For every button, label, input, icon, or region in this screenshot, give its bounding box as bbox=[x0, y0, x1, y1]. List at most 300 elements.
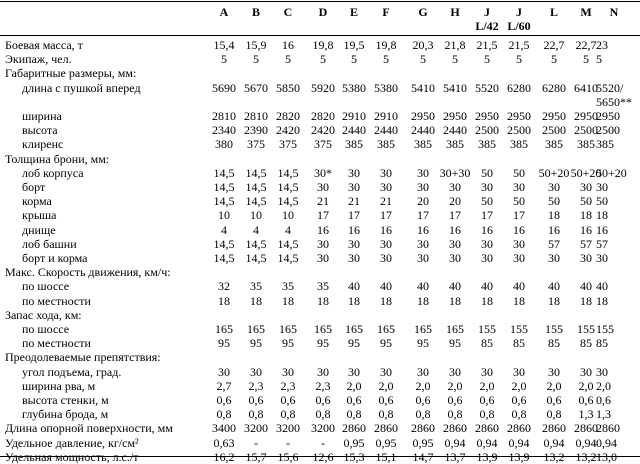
table-cell: 95 bbox=[417, 336, 429, 351]
table-cell: 18 bbox=[449, 293, 461, 308]
table-cell: 18 bbox=[417, 293, 429, 308]
table-cell: 85 bbox=[548, 336, 560, 351]
column-header: B bbox=[251, 5, 261, 19]
table-cell: 85 bbox=[481, 336, 493, 351]
row-label: Запас хода, км: bbox=[5, 307, 82, 322]
table-cell: 2950 bbox=[574, 109, 598, 123]
table-cell: 0,8 bbox=[216, 407, 232, 422]
table-cell: 15,4 bbox=[213, 38, 235, 52]
table-cell: 2420 bbox=[311, 123, 335, 138]
table-cell: 375 bbox=[279, 137, 297, 152]
table-cell: 30 bbox=[380, 251, 392, 265]
row-label: по местности bbox=[22, 293, 91, 308]
table-cell: 165 bbox=[215, 322, 233, 336]
table-cell: 18 bbox=[513, 293, 525, 308]
table-cell: 20,3 bbox=[412, 38, 434, 52]
table-cell: 2950 bbox=[443, 109, 467, 123]
table-cell: 0,6 bbox=[578, 393, 594, 407]
table-cell: 50 bbox=[481, 165, 493, 180]
table-cell: 165 bbox=[446, 322, 464, 336]
table-cell: 5 bbox=[516, 52, 522, 67]
table-cell: 2,3 bbox=[280, 378, 296, 393]
row-label: Габаритные размеры, мм: bbox=[5, 66, 137, 81]
table-cell: 30 bbox=[417, 236, 429, 251]
row-label: клиренс bbox=[22, 137, 64, 152]
table-cell: 0,8 bbox=[248, 407, 264, 422]
row-label: Макс. Скорость движения, км/ч: bbox=[5, 265, 171, 280]
table-cell: 0,6 bbox=[378, 393, 394, 407]
table-cell: 18 bbox=[250, 293, 262, 308]
table-cell: 0,6 bbox=[280, 393, 296, 407]
table-cell: 5 bbox=[452, 52, 458, 67]
table-cell: 16 bbox=[548, 222, 560, 237]
table-cell: 2500 bbox=[507, 123, 531, 138]
row-label: лоб башни bbox=[22, 236, 77, 251]
table-cell: 30 bbox=[580, 364, 592, 379]
row-label: высота стенки, м bbox=[22, 393, 109, 407]
table-cell: 0,95 bbox=[412, 435, 434, 450]
table-cell: 165 bbox=[247, 322, 265, 336]
table-cell: 14,5 bbox=[213, 180, 235, 194]
table-cell: 85 bbox=[596, 336, 608, 351]
table-cell: 30 bbox=[449, 236, 461, 251]
row-label: крыша bbox=[22, 208, 57, 223]
table-cell: 1,3 bbox=[578, 407, 594, 422]
table-cell: 15,1 bbox=[375, 449, 397, 464]
table-cell: 95 bbox=[250, 336, 262, 351]
table-cell: 95 bbox=[348, 336, 360, 351]
table-cell: 30 bbox=[348, 251, 360, 265]
table-cell: 14,5 bbox=[277, 236, 299, 251]
table-cell: 17 bbox=[348, 208, 360, 223]
table-cell: 16 bbox=[348, 222, 360, 237]
table-cell: 3200 bbox=[244, 421, 268, 436]
column-header: J bbox=[484, 5, 490, 19]
table-cell: 30 bbox=[449, 364, 461, 379]
table-cell: 5520/ bbox=[596, 80, 624, 95]
table-cell: 19,5 bbox=[343, 38, 365, 52]
table-cell: 19,8 bbox=[312, 38, 334, 52]
table-cell: 2,0 bbox=[415, 378, 431, 393]
table-cell: 40 bbox=[513, 279, 525, 294]
table-cell: 30 bbox=[596, 180, 608, 194]
table-cell: 16,2 bbox=[213, 449, 235, 464]
table-cell: 16 bbox=[317, 222, 329, 237]
table-cell: 17 bbox=[449, 208, 461, 223]
table-cell: 30 bbox=[380, 165, 392, 180]
table-cell: 17 bbox=[380, 208, 392, 223]
table-cell: 5380 bbox=[374, 80, 398, 95]
table-cell: 2860 bbox=[411, 421, 435, 436]
table-cell: 14,5 bbox=[277, 180, 299, 194]
table-cell: 5 bbox=[285, 52, 291, 67]
table-cell: 15,7 bbox=[245, 449, 267, 464]
table-cell: 4 bbox=[221, 222, 227, 237]
table-cell: 21,8 bbox=[444, 38, 466, 52]
table-cell: 18 bbox=[380, 293, 392, 308]
table-cell: 30 bbox=[417, 180, 429, 194]
table-cell: 0,94 bbox=[476, 435, 498, 450]
table-cell: 375 bbox=[314, 137, 332, 152]
table-cell: 0,8 bbox=[447, 407, 463, 422]
table-cell: 15,6 bbox=[277, 449, 299, 464]
table-cell: 30 bbox=[380, 236, 392, 251]
table-cell: 0,8 bbox=[546, 407, 562, 422]
table-cell: 3200 bbox=[276, 421, 300, 436]
table-cell: 2,3 bbox=[315, 378, 331, 393]
table-cell: 5 bbox=[383, 52, 389, 67]
table-cell: 13,0 bbox=[596, 449, 617, 464]
column-header: L bbox=[549, 5, 559, 19]
table-cell: 0,8 bbox=[479, 407, 495, 422]
table-cell: 2950 bbox=[542, 109, 566, 123]
table-cell: 18 bbox=[348, 293, 360, 308]
table-cell: 30 bbox=[580, 180, 592, 194]
column-header: D bbox=[318, 5, 328, 19]
table-cell: 155 bbox=[577, 322, 595, 336]
table-cell: 95 bbox=[317, 336, 329, 351]
table-cell: 5850 bbox=[276, 80, 300, 95]
table-cell: 18 bbox=[317, 293, 329, 308]
table-cell: 30 bbox=[417, 364, 429, 379]
column-header: C bbox=[283, 5, 293, 19]
table-cell: 0,94 bbox=[508, 435, 530, 450]
table-cell: 2,0 bbox=[546, 378, 562, 393]
row-label: лоб корпуса bbox=[22, 165, 84, 180]
table-cell: 30 bbox=[317, 364, 329, 379]
table-cell: 2,0 bbox=[447, 378, 463, 393]
table-cell: 2,0 bbox=[578, 378, 594, 393]
table-cell: 57 bbox=[596, 236, 608, 251]
table-cell: 30 bbox=[417, 251, 429, 265]
row-label: Удельное давление, кг/см² bbox=[5, 435, 139, 450]
table-cell: 50 bbox=[513, 165, 525, 180]
row-label: днище bbox=[22, 222, 56, 237]
table-cell: 50+20 bbox=[538, 165, 570, 180]
table-cell: 50 bbox=[548, 194, 560, 209]
table-cell: 0,63 bbox=[213, 435, 235, 450]
table-cell: 22,7 bbox=[543, 38, 565, 52]
table-cell: 30 bbox=[481, 236, 493, 251]
row-label: по шоссе bbox=[22, 279, 70, 294]
table-cell: 2500 bbox=[574, 123, 598, 138]
table-cell: 2,0 bbox=[378, 378, 394, 393]
table-cell: 5 bbox=[253, 52, 259, 67]
table-cell: 5410 bbox=[411, 80, 435, 95]
table-cell: 0,6 bbox=[216, 393, 232, 407]
table-cell: 2440 bbox=[443, 123, 467, 138]
table-cell: 5 bbox=[583, 52, 589, 67]
table-cell: 50+20 bbox=[570, 165, 602, 180]
table-cell: 5 bbox=[551, 52, 557, 67]
table-cell: 18 bbox=[218, 293, 230, 308]
table-cell: 2950 bbox=[507, 109, 531, 123]
table-cell: 30 bbox=[481, 364, 493, 379]
table-cell: 13,7 bbox=[444, 449, 466, 464]
table-cell: 16 bbox=[282, 38, 294, 52]
table-cell: 0,94 bbox=[444, 435, 466, 450]
row-label: Удельная мощность, л.с./т bbox=[5, 449, 139, 464]
table-cell: 16 bbox=[449, 222, 461, 237]
table-cell: 30 bbox=[513, 364, 525, 379]
table-cell: 385 bbox=[510, 137, 528, 152]
table-cell: 40 bbox=[548, 279, 560, 294]
table-cell: 30 bbox=[596, 251, 608, 265]
table-cell: 12,6 bbox=[312, 449, 334, 464]
column-header: E bbox=[349, 5, 359, 19]
table-cell: 15,9 bbox=[245, 38, 267, 52]
table-cell: 32 bbox=[218, 279, 230, 294]
table-cell: 17 bbox=[513, 208, 525, 223]
table-cell: 13,9 bbox=[476, 449, 498, 464]
table-cell: 6280 bbox=[507, 80, 531, 95]
table-cell: 13,2 bbox=[575, 449, 597, 464]
row-label: по местности bbox=[22, 336, 91, 351]
table-cell: 50+20 bbox=[596, 165, 627, 180]
row-label: ширина bbox=[22, 109, 62, 123]
table-cell: 2910 bbox=[342, 109, 366, 123]
table-cell: 5410 bbox=[443, 80, 467, 95]
table-cell: 165 bbox=[345, 322, 363, 336]
table-cell: 95 bbox=[218, 336, 230, 351]
table-cell: 375 bbox=[247, 137, 265, 152]
table-cell: 2500 bbox=[475, 123, 499, 138]
table-cell: 14,5 bbox=[245, 251, 267, 265]
table-cell: 13,2 bbox=[543, 449, 565, 464]
table-cell: 20 bbox=[449, 194, 461, 209]
column-header: M bbox=[580, 5, 592, 19]
table-cell: 0,8 bbox=[315, 407, 331, 422]
table-cell: 35 bbox=[282, 279, 294, 294]
column-header: J bbox=[516, 5, 522, 19]
table-cell: 95 bbox=[449, 336, 461, 351]
table-cell: 2860 bbox=[475, 421, 499, 436]
table-cell: 385 bbox=[596, 137, 614, 152]
table-cell: 155 bbox=[478, 322, 496, 336]
table-cell: 21,5 bbox=[476, 38, 498, 52]
row-label: корма bbox=[22, 194, 52, 209]
table-cell: 155 bbox=[545, 322, 563, 336]
table-cell: 30 bbox=[380, 364, 392, 379]
table-cell: 2950 bbox=[475, 109, 499, 123]
table-cell: 16 bbox=[481, 222, 493, 237]
table-cell: 30 bbox=[317, 180, 329, 194]
table-cell: 18 bbox=[580, 293, 592, 308]
table-cell: 22,7 bbox=[575, 38, 597, 52]
table-cell: 14,5 bbox=[245, 165, 267, 180]
table-cell: 2860 bbox=[574, 421, 598, 436]
table-cell: 2810 bbox=[244, 109, 268, 123]
table-cell: 95 bbox=[282, 336, 294, 351]
table-cell: 2,0 bbox=[596, 378, 611, 393]
table-cell: 16 bbox=[513, 222, 525, 237]
table-cell: 14,5 bbox=[245, 180, 267, 194]
table-cell: 155 bbox=[510, 322, 528, 336]
table-cell: 18 bbox=[596, 293, 608, 308]
table-cell: 21 bbox=[348, 194, 360, 209]
table-cell: 2,0 bbox=[479, 378, 495, 393]
row-label: Боевая масса, т bbox=[5, 38, 83, 52]
row-label: Толщина брони, мм: bbox=[5, 151, 110, 166]
column-header: N bbox=[609, 5, 619, 19]
table-cell: 18 bbox=[548, 208, 560, 223]
table-cell: 0,95 bbox=[375, 435, 397, 450]
table-cell: 6410 bbox=[574, 80, 598, 95]
row-label: Экипаж, чел. bbox=[5, 52, 72, 67]
table-cell: 0,95 bbox=[343, 435, 365, 450]
column-header: L/42 bbox=[475, 19, 499, 33]
table-cell: 35 bbox=[250, 279, 262, 294]
table-cell: 15,3 bbox=[343, 449, 365, 464]
table-cell: - bbox=[321, 435, 325, 450]
table-cell: 4 bbox=[285, 222, 291, 237]
table-cell: 10 bbox=[218, 208, 230, 223]
table-cell: 30 bbox=[348, 364, 360, 379]
row-label: угол подъема, град. bbox=[22, 364, 122, 379]
table-cell: 14,5 bbox=[277, 165, 299, 180]
table-cell: 0,8 bbox=[511, 407, 527, 422]
table-cell: 17 bbox=[417, 208, 429, 223]
table-cell: 19,8 bbox=[375, 38, 397, 52]
table-cell: 57 bbox=[548, 236, 560, 251]
row-label: ширина рва, м bbox=[22, 378, 96, 393]
table-cell: 5 bbox=[484, 52, 490, 67]
row-label: борт и корма bbox=[22, 251, 88, 265]
table-cell: 30 bbox=[596, 364, 608, 379]
table-cell: 16 bbox=[580, 222, 592, 237]
table-cell: 0,6 bbox=[415, 393, 431, 407]
table-cell: 57 bbox=[580, 236, 592, 251]
table-cell: 2950 bbox=[411, 109, 435, 123]
header-rule bbox=[0, 35, 640, 36]
table-cell: 14,5 bbox=[245, 194, 267, 209]
table-cell: 30 bbox=[481, 180, 493, 194]
table-cell: 0,94 bbox=[596, 435, 617, 450]
table-cell: 13,9 bbox=[508, 449, 530, 464]
table-cell: 2860 bbox=[443, 421, 467, 436]
table-cell: 20 bbox=[417, 194, 429, 209]
table-cell: 2860 bbox=[374, 421, 398, 436]
table-cell: 0,94 bbox=[543, 435, 565, 450]
table-cell: 5380 bbox=[342, 80, 366, 95]
table-cell: 14,5 bbox=[213, 165, 235, 180]
table-cell: 35 bbox=[317, 279, 329, 294]
table-cell: 50 bbox=[596, 194, 608, 209]
table-cell: 2500 bbox=[542, 123, 566, 138]
table-cell: 5690 bbox=[212, 80, 236, 95]
table-cell: 17 bbox=[317, 208, 329, 223]
table-cell: 2860 bbox=[342, 421, 366, 436]
table-cell: 0,6 bbox=[479, 393, 495, 407]
table-cell: 2440 bbox=[411, 123, 435, 138]
table-cell: 14,5 bbox=[245, 236, 267, 251]
column-header: G bbox=[418, 5, 428, 19]
table-cell: 40 bbox=[580, 279, 592, 294]
table-cell: 385 bbox=[545, 137, 563, 152]
table-cell: 30 bbox=[317, 251, 329, 265]
table-cell: 2820 bbox=[311, 109, 335, 123]
table-cell: 2860 bbox=[542, 421, 566, 436]
table-cell: 5 bbox=[420, 52, 426, 67]
table-cell: 14,5 bbox=[277, 251, 299, 265]
table-cell: 0,8 bbox=[378, 407, 394, 422]
table-cell: 30 bbox=[348, 165, 360, 180]
table-cell: 40 bbox=[417, 279, 429, 294]
table-cell: 2,0 bbox=[346, 378, 362, 393]
table-cell: 21 bbox=[380, 194, 392, 209]
table-cell: 2440 bbox=[342, 123, 366, 138]
column-header: A bbox=[219, 5, 229, 19]
table-cell: 5520 bbox=[475, 80, 499, 95]
table-cell: 5670 bbox=[244, 80, 268, 95]
table-cell: 5 bbox=[351, 52, 357, 67]
table-cell: 30 bbox=[317, 236, 329, 251]
table-cell: 385 bbox=[345, 137, 363, 152]
table-cell: 21,5 bbox=[508, 38, 530, 52]
table-cell: 0,6 bbox=[346, 393, 362, 407]
table-cell: 165 bbox=[414, 322, 432, 336]
table-cell: 0,6 bbox=[511, 393, 527, 407]
table-cell: 14,5 bbox=[213, 194, 235, 209]
table-cell: 380 bbox=[215, 137, 233, 152]
table-cell: 10 bbox=[282, 208, 294, 223]
table-cell: 30 bbox=[348, 180, 360, 194]
table-cell: 165 bbox=[377, 322, 395, 336]
column-header: L/60 bbox=[507, 19, 531, 33]
table-cell: 5 bbox=[596, 52, 602, 67]
table-cell: 30 bbox=[513, 236, 525, 251]
table-cell: 30 bbox=[513, 180, 525, 194]
table-cell: 0,8 bbox=[346, 407, 362, 422]
table-cell: 30 bbox=[580, 251, 592, 265]
table-cell: 40 bbox=[380, 279, 392, 294]
table-cell: 18 bbox=[548, 293, 560, 308]
table-cell: 0,8 bbox=[415, 407, 431, 422]
table-cell: 30 bbox=[250, 364, 262, 379]
table-cell: 2,7 bbox=[216, 378, 232, 393]
table-cell: 40 bbox=[449, 279, 461, 294]
table-cell: 2500 bbox=[596, 123, 620, 138]
table-cell: 2820 bbox=[276, 109, 300, 123]
table-cell: 5650** bbox=[596, 94, 632, 109]
table-cell: 4 bbox=[253, 222, 259, 237]
table-cell: 17 bbox=[481, 208, 493, 223]
table-cell: 23 bbox=[596, 38, 608, 52]
table-cell: 385 bbox=[577, 137, 595, 152]
table-cell: 18 bbox=[580, 208, 592, 223]
table-cell: 30 bbox=[548, 251, 560, 265]
table-cell: - bbox=[286, 435, 290, 450]
table-cell: 0,8 bbox=[280, 407, 296, 422]
table-cell: 2910 bbox=[374, 109, 398, 123]
table-cell: 2860 bbox=[596, 421, 620, 436]
table-cell: 30 bbox=[481, 251, 493, 265]
table-cell: 0,6 bbox=[546, 393, 562, 407]
table-cell: 95 bbox=[380, 336, 392, 351]
row-label: Длина опорной поверхности, мм bbox=[5, 421, 173, 436]
table-cell: 14,5 bbox=[213, 251, 235, 265]
row-label: по шоссе bbox=[22, 322, 70, 336]
table-cell: 30+30 bbox=[439, 165, 471, 180]
table-cell: 155 bbox=[596, 322, 614, 336]
table-cell: 14,7 bbox=[412, 449, 434, 464]
table-cell: 385 bbox=[478, 137, 496, 152]
table-cell: 40 bbox=[481, 279, 493, 294]
table-cell: 18 bbox=[282, 293, 294, 308]
table-cell: 2950 bbox=[596, 109, 620, 123]
table-cell: 16 bbox=[417, 222, 429, 237]
table-cell: 0,6 bbox=[248, 393, 264, 407]
